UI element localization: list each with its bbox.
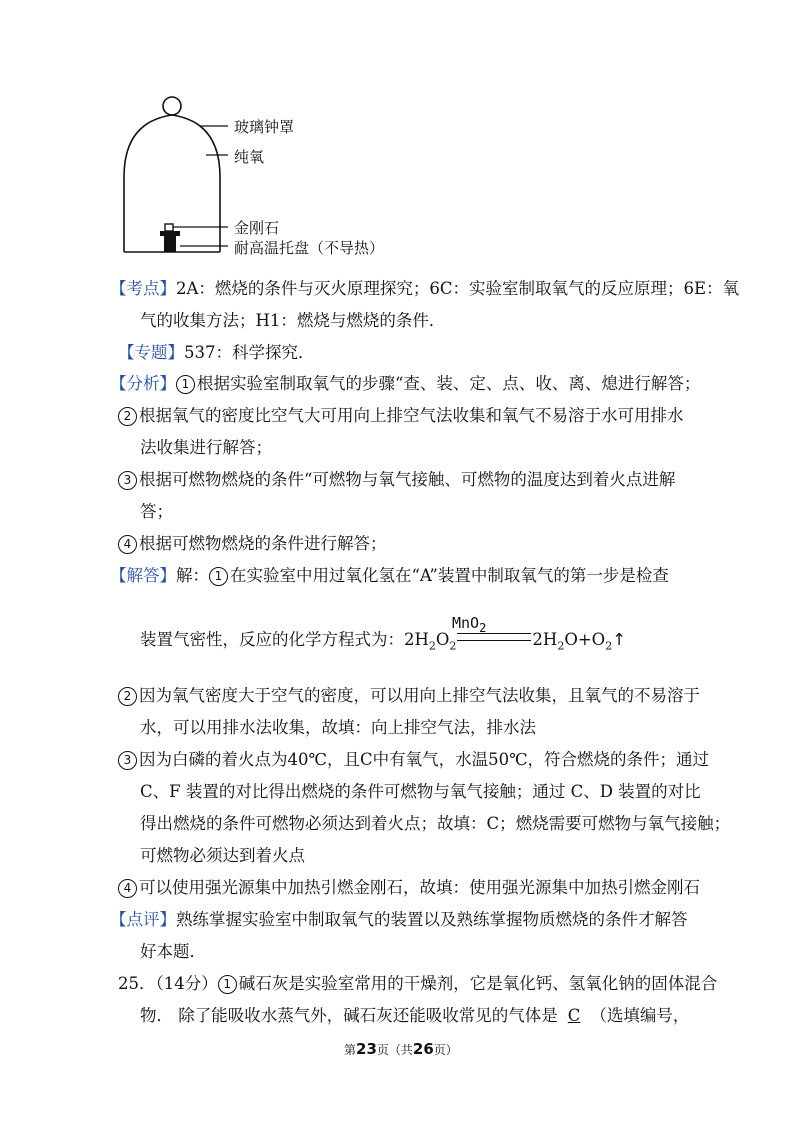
fenxi-line4: 4 根据可燃物燃烧的条件进行解答； [118,530,387,554]
gas-arrow-icon: ↑ [612,630,627,649]
dianping-line2: 好本题． [140,942,206,961]
jieda-line2a: 2 因为氧气密度大于空气的密度，可以用向上排空气法收集，且氧气的不易溶于 [118,682,700,706]
tray-top [160,231,180,236]
jieda-line3b: C、F 装置的对比得出燃烧的条件可燃物与氧气接触；通过 C、D 装置的对比 [140,782,701,801]
bell-jar-knob [163,97,181,115]
kaodian-line2: 气的收集方法；H1：燃烧与燃烧的条件． [140,311,446,330]
question25-line2: 物． 除了能吸收水蒸气外，碱石灰还能吸收常见的气体是 C （选填编号， [140,1006,690,1025]
jieda-line3c: 得出燃烧的条件可燃物必须达到着火点；故填：C；燃烧需要可燃物与氧气接触； [140,814,731,833]
dianping-line1: 【点评】熟练掌握实验室中制取氧气的装置以及熟练掌握物质燃烧的条件才解答 [110,910,688,929]
zhuanti-tag: 【专题】 [118,343,184,362]
page-footer: 第23页（共26页） [344,1040,458,1058]
circled-four: 4 [118,535,137,554]
jieda-line4: 4 可以使用强光源集中加热引燃金刚石，故填：使用强光源集中加热引燃金刚石 [118,874,700,898]
tray-stem [164,236,176,252]
dianping-tag: 【点评】 [110,910,176,929]
circled-two: 2 [118,687,137,706]
question25-line1: 25．（14分） 1 碱石灰是实验室常用的干燥剂，它是氧化钙、氢氧化钠的固体混合 [118,974,718,993]
circled-one: 1 [209,567,228,586]
equation-reactant: $2H_2O_2$ [404,630,457,653]
fenxi-line2a: 2 根据氧气的密度比空气大可用向上排空气法收集和氧气不易溶于水可用排水 [118,402,684,426]
label-tray: 耐高温托盘（不导热） [234,239,385,257]
circled-two: 2 [118,407,137,426]
fenxi-line3a: 3 根据可燃物燃烧的条件“可燃物与氧气接触、可燃物的温度达到着火点进解 [118,466,675,490]
equation-arrow [457,633,531,641]
equation-catalyst: MnO$_2$ [452,614,487,635]
page-total: 26 [412,1040,434,1058]
equation-line: 装置气密性，反应的化学方程式为：$2H_2O_2$ $2H_2O+O_2↑$ [140,630,627,653]
answer-blank: C [567,1006,581,1025]
jieda-line2b: 水，可以用排水法收集，故填：向上排空气法，排水法 [140,718,536,737]
circled-one: 1 [176,375,195,394]
fenxi-line3b: 答； [140,502,173,521]
circled-three: 3 [118,751,137,770]
label-pure-oxygen: 纯氧 [234,148,265,166]
jieda-line3d: 可燃物必须达到着火点 [140,846,305,865]
fenxi-line2b: 法收集进行解答； [140,438,272,457]
diamond-shape [165,224,173,231]
label-glass-bell-jar: 玻璃钟罩 [234,118,295,136]
circled-one: 1 [218,975,237,994]
jieda-tag: 【解答】 [110,566,176,585]
page-number: 23 [356,1040,377,1058]
jieda-line3a: 3 因为白磷的着火点为40℃，且C中有氧气，水温50℃，符合燃烧的条件；通过 [118,746,709,770]
equation-products: $2H_2O+O_2$ [532,630,613,653]
fenxi-tag: 【分析】 [110,374,176,393]
kaodian-tag: 【考点】 [110,279,176,298]
circled-three: 3 [118,471,137,490]
circled-four: 4 [118,879,137,898]
fenxi-line1: 【分析】 1 根据实验室制取氧气的步骤“查、装、定、点、收、离、熄进行解答； [110,374,701,393]
jieda-line1: 【解答】解： 1 在实验室中用过氧化氢在“A”装置中制取氧气的第一步是检查 [110,566,669,585]
label-diamond: 金刚石 [234,219,280,237]
zhuanti-line: 【专题】537：科学探究． [118,343,315,362]
kaodian-line1: 【考点】2A：燃烧的条件与灭火原理探究；6C：实验室制取氧气的反应原理；6E：氧 [110,279,740,298]
